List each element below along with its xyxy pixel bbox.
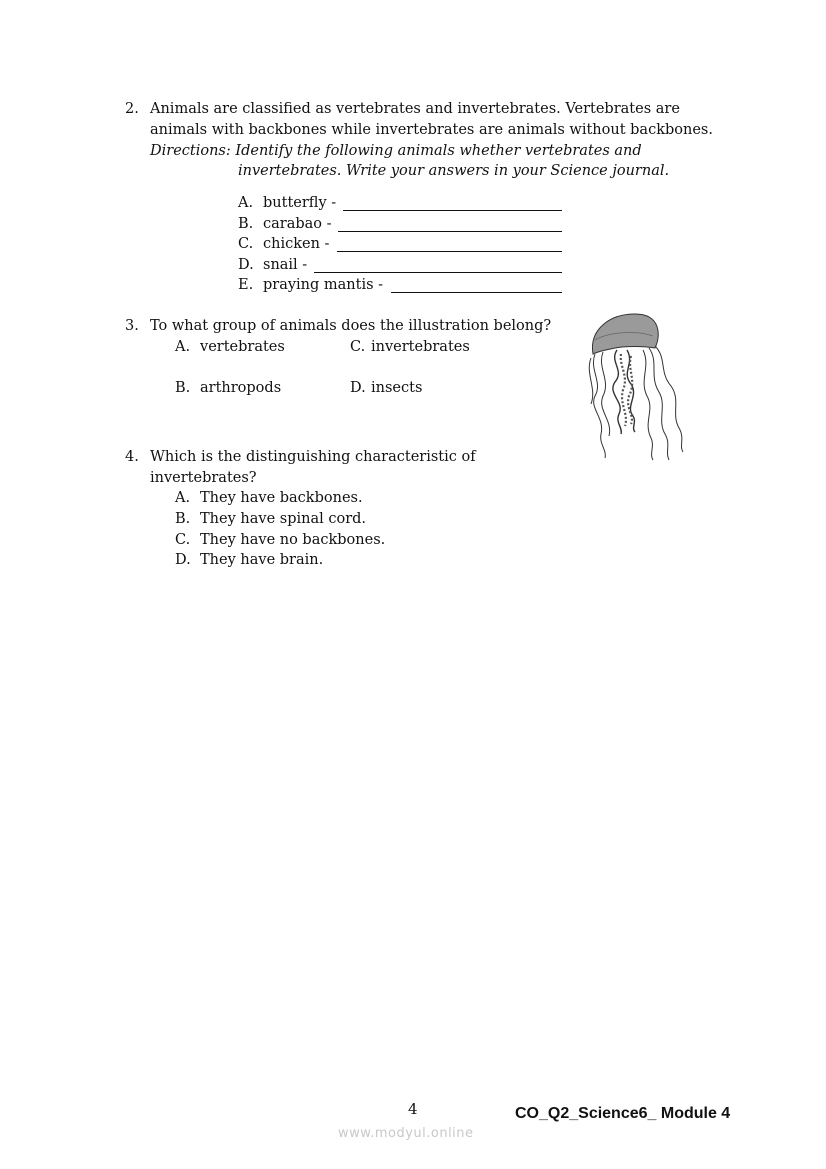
option-letter: A. (175, 490, 191, 506)
option-letter: C. (175, 532, 191, 548)
watermark: www.modyul.online (338, 1126, 474, 1141)
option-text: insects (371, 380, 423, 396)
q2-text-line1: Animals are classified as vertebrates and invertebrates. Vertebrates are (150, 101, 680, 117)
q3-option-c[interactable] (350, 337, 470, 358)
q2-item-letter: E. (238, 277, 254, 293)
q3-option-b[interactable] (175, 378, 281, 399)
q2-item-text: chicken - (263, 236, 330, 252)
q2-directions-line2: invertebrates. Write your answers in your Science journal. (238, 163, 670, 179)
jellyfish-illustration-icon (585, 310, 697, 465)
q4-question-line2: invertebrates? (150, 470, 257, 486)
q2-item-text: praying mantis - (263, 277, 384, 293)
q2-item-letter: A. (238, 195, 254, 211)
q2-directions-line1: Directions: Identify the following animals whether vertebrates and (150, 143, 642, 159)
q3-question: To what group of animals does the illustration belong? (150, 318, 552, 334)
option-letter: A. (175, 339, 191, 355)
q2-item-a (238, 193, 336, 214)
answer-blank-b[interactable] (338, 217, 562, 232)
q4-number: 4. (125, 449, 139, 465)
q3-option-a[interactable] (175, 337, 285, 358)
q2-item-text: snail - (263, 257, 308, 273)
q4-option-d[interactable] (175, 550, 323, 571)
q4-question-line1: Which is the distinguishing characteristic of (150, 449, 476, 465)
q2-item-b (238, 214, 332, 235)
q2-text-line2: animals with backbones while invertebrates are animals without backbones. (150, 122, 713, 138)
answer-blank-a[interactable] (343, 196, 562, 211)
q4-option-b[interactable] (175, 509, 366, 530)
q2-item-c (238, 234, 329, 255)
option-letter: B. (175, 511, 191, 527)
q3-option-d[interactable] (350, 378, 422, 399)
option-text: invertebrates (371, 339, 470, 355)
q2-item-text: butterfly - (263, 195, 337, 211)
option-text: They have brain. (200, 552, 324, 568)
option-text: They have no backbones. (200, 532, 386, 548)
q2-number: 2. (125, 101, 139, 117)
option-text: They have spinal cord. (200, 511, 367, 527)
q3-number: 3. (125, 318, 139, 334)
module-code: CO_Q2_Science6_ Module 4 (515, 1105, 731, 1122)
option-letter: D. (175, 552, 191, 568)
q2-item-letter: C. (238, 236, 254, 252)
q2-item-d (238, 255, 307, 276)
answer-blank-d[interactable] (314, 258, 562, 273)
option-text: vertebrates (200, 339, 285, 355)
answer-blank-c[interactable] (337, 237, 562, 252)
option-text: They have backbones. (200, 490, 363, 506)
page-number: 4 (408, 1100, 418, 1118)
q4-option-a[interactable] (175, 488, 363, 509)
option-text: arthropods (200, 380, 282, 396)
q2-item-letter: B. (238, 216, 254, 232)
q2-item-letter: D. (238, 257, 254, 273)
q2-item-e (238, 275, 383, 296)
option-letter: B. (175, 380, 191, 396)
answer-blank-e[interactable] (391, 278, 562, 293)
option-letter: D. (350, 380, 366, 396)
q4-option-c[interactable] (175, 530, 385, 551)
option-letter: C. (350, 339, 366, 355)
q2-item-text: carabao - (263, 216, 332, 232)
